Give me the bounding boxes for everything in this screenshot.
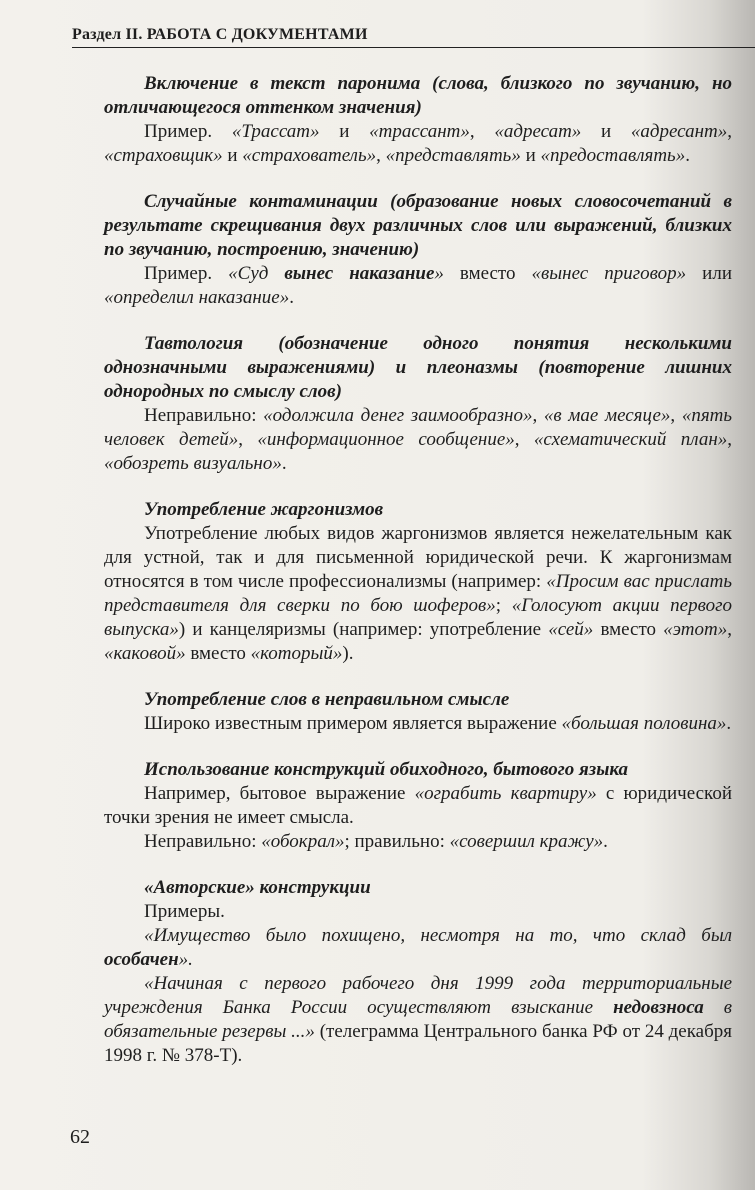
text-run: «в мае месяце» (543, 405, 671, 426)
text-run: «определил наказание» (104, 287, 290, 308)
text-run: «Просим вас прислать представителя для сверки по бою шоферов» (104, 571, 732, 616)
text-run: и (520, 145, 541, 166)
text-run: , (376, 145, 386, 166)
text-run: «одолжила денег заимообразно» (263, 405, 533, 426)
text-run: «Суд (228, 263, 285, 284)
text-run: ». (178, 949, 193, 970)
text-run: Пример. (144, 121, 232, 142)
text-run: «пять человек детей» (104, 405, 733, 450)
page-content (104, 72, 732, 1090)
section-title: Тавтология (обозначение одного понятия несколькими однозначными выражениями) и плеоназмы (повторение лишних однородных по смыслу слов) (104, 333, 732, 402)
text-run: Например, бытовое выражение (144, 783, 415, 804)
text-run: Неправильно: (144, 831, 262, 852)
text-run: «обокрал» (261, 831, 345, 852)
text-run: . (726, 713, 732, 734)
section (104, 876, 732, 1068)
text-run: «трассант» (369, 121, 470, 142)
text-run: «сей» (548, 619, 594, 640)
text-run: «совершил кражу» (449, 831, 604, 852)
text-run: «Голосуют акции первого выпуска» (104, 595, 733, 640)
section-title: Употребление слов в неправильном смысле (144, 689, 510, 710)
text-run: ). (342, 643, 354, 664)
section-title: «Авторские» конструкции (144, 877, 371, 898)
text-run: с юридической точки зрения не имеет смысла. (104, 783, 732, 828)
section (104, 190, 732, 310)
text-run: , (514, 429, 534, 450)
text-run: «вынес приговор» (531, 263, 687, 284)
paragraph (104, 924, 732, 972)
text-run: «страховщик» (104, 145, 223, 166)
paragraph (104, 404, 732, 476)
text-run: «Имущество было похищено, несмотря на то, что склад был (144, 925, 732, 946)
text-run: «обозреть визуально» (104, 453, 282, 474)
text-run: Широко известным примером является выражение (144, 713, 562, 734)
text-run: «схематический план» (533, 429, 728, 450)
text-run: в обязательные резервы ...» (104, 997, 733, 1042)
paragraph (104, 782, 732, 830)
section-title: Включение в текст паронима (слова, близкого по звучанию, но отличающегося оттенком значения) (104, 73, 732, 118)
text-run: вместо (185, 643, 251, 664)
text-run: Примеры. (144, 901, 225, 922)
text-run: (телеграмма Центрального банка РФ от 24 декабря 1998 г. № 378-Т). (104, 1021, 733, 1066)
text-run: вынес наказание (284, 263, 435, 284)
section-title: Случайные контаминации (образование новых словосочетаний в результате скрещивания двух различных слов или выражений, близких по звучанию, построению, значению) (104, 191, 732, 260)
text-run: вместо (593, 619, 664, 640)
text-run: «ограбить квартиру» (414, 783, 597, 804)
text-run: и (222, 145, 243, 166)
text-run: . (289, 287, 294, 308)
paragraph (104, 972, 732, 1068)
section (104, 72, 732, 168)
text-run: . (281, 453, 287, 474)
text-run: или (686, 263, 732, 284)
paragraph (104, 120, 732, 168)
text-run: . (603, 831, 608, 852)
section (104, 332, 732, 476)
text-run: Пример. (144, 263, 229, 284)
paragraph (104, 522, 732, 666)
paragraph (104, 900, 732, 924)
section-title: Использование конструкций обиходного, бытового языка (144, 759, 629, 780)
text-run: «Трассат» (231, 121, 320, 142)
text-run: , (469, 121, 495, 142)
text-run: недовзноса (613, 997, 704, 1018)
text-run: вместо (443, 263, 532, 284)
section (104, 758, 732, 854)
text-run: и (581, 121, 631, 142)
text-run: «страхователь» (242, 145, 377, 166)
text-run: » (434, 263, 444, 284)
text-run: ) и канцеляризмы (например: употребление (178, 619, 549, 640)
text-run: «адресат» (494, 121, 582, 142)
running-header: Раздел II. РАБОТА С ДОКУМЕНТАМИ (72, 26, 755, 48)
text-run: , (670, 405, 682, 426)
section-title: Употребление жаргонизмов (144, 499, 384, 520)
text-run: Употребление любых видов жаргонизмов является нежелательным как для устной, так и для письменной юридической речи. К жаргонизмам относятся в том числе профессионализмы (например: (104, 523, 732, 592)
text-run: ; правильно: (344, 831, 450, 852)
text-run: «большая половина» (561, 713, 727, 734)
text-run: . (685, 145, 690, 166)
text-run: , (727, 429, 733, 450)
text-run: «который» (250, 643, 343, 664)
text-run: «информационное сообщение» (257, 429, 515, 450)
text-run: и (319, 121, 370, 142)
section (104, 498, 732, 666)
text-run: особачен (104, 949, 179, 970)
text-run: «представлять» (385, 145, 521, 166)
paragraph (104, 830, 732, 854)
text-run: «каковой» (104, 643, 186, 664)
text-run: ; (495, 595, 512, 616)
section (104, 688, 732, 736)
text-run: , (532, 405, 544, 426)
text-run: «адресант» (630, 121, 728, 142)
text-run: «этот» (663, 619, 728, 640)
text-run: , (238, 429, 258, 450)
text-run: , (727, 121, 733, 142)
text-run: «Начиная с первого рабочего дня 1999 года территориальные учреждения Банка России осуществляют взыскание (104, 973, 732, 1018)
page-number: 62 (70, 1126, 90, 1148)
paragraph (104, 712, 732, 736)
text-run: «предоставлять» (540, 145, 686, 166)
text-run: , (727, 619, 732, 640)
paragraph (104, 262, 732, 310)
text-run: Неправильно: (144, 405, 264, 426)
